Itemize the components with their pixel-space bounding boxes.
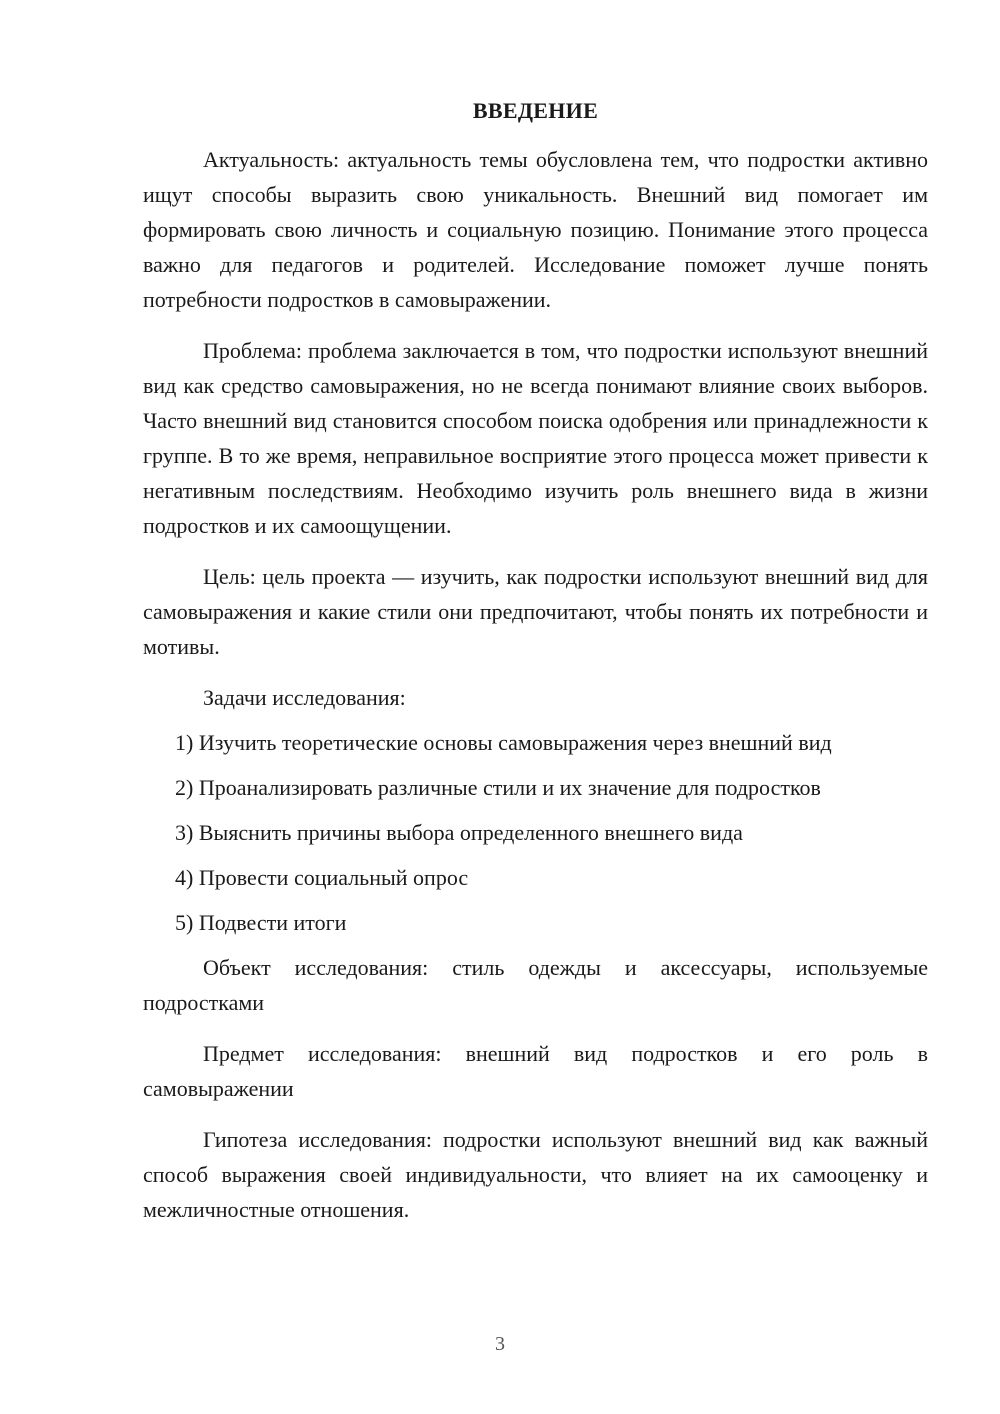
task-item: 5) Подвести итоги (175, 910, 347, 935)
object-paragraph: Объект исследования: стиль одежды и аксессуары, используемые подростками (143, 955, 928, 1015)
subject-paragraph: Предмет исследования: внешний вид подростков и его роль в самовыражении (143, 1041, 928, 1101)
task-item: 1) Изучить теоретические основы самовыражения через внешний вид (175, 730, 832, 755)
task-item: 3) Выяснить причины выбора определенного внешнего вида (175, 820, 743, 845)
page-number: 3 (495, 1333, 505, 1355)
task-item: 4) Провести социальный опрос (175, 865, 469, 890)
goal-paragraph: Цель: цель проекта — изучить, как подростки используют внешний вид для самовыражения и какие стили они предпочитают, чтобы понять их потребности и мотивы. (143, 564, 928, 659)
document-page (143, 96, 928, 1243)
tasks-intro: Задачи исследования: (203, 685, 406, 710)
section-heading: ВВЕДЕНИЕ (472, 98, 599, 123)
problem-paragraph: Проблема: проблема заключается в том, что подростки используют внешний вид как средство самовыражения, но не всегда понимают влияние своих выборов. Часто внешний вид становится способом поиска одобрения или принадлежности к группе. В то же время, неправильное восприятие этого процесса может привести к негативным последствиям. Необходимо изучить роль внешнего вида в жизни подростков и их самоощущении. (143, 338, 928, 538)
relevance-paragraph: Актуальность: актуальность темы обусловлена тем, что подростки активно ищут способы выразить свою уникальность. Внешний вид помогает им формировать свою личность и социальную позицию. Понимание этого процесса важно для педагогов и родителей. Исследование поможет лучше понять потребности подростков в самовыражении. (143, 147, 928, 312)
task-item: 2) Проанализировать различные стили и их значение для подростков (175, 775, 821, 800)
tasks-list (143, 725, 928, 940)
hypothesis-paragraph: Гипотеза исследования: подростки используют внешний вид как важный способ выражения своей индивидуальности, что влияет на их самооценку и межличностные отношения. (143, 1127, 928, 1222)
